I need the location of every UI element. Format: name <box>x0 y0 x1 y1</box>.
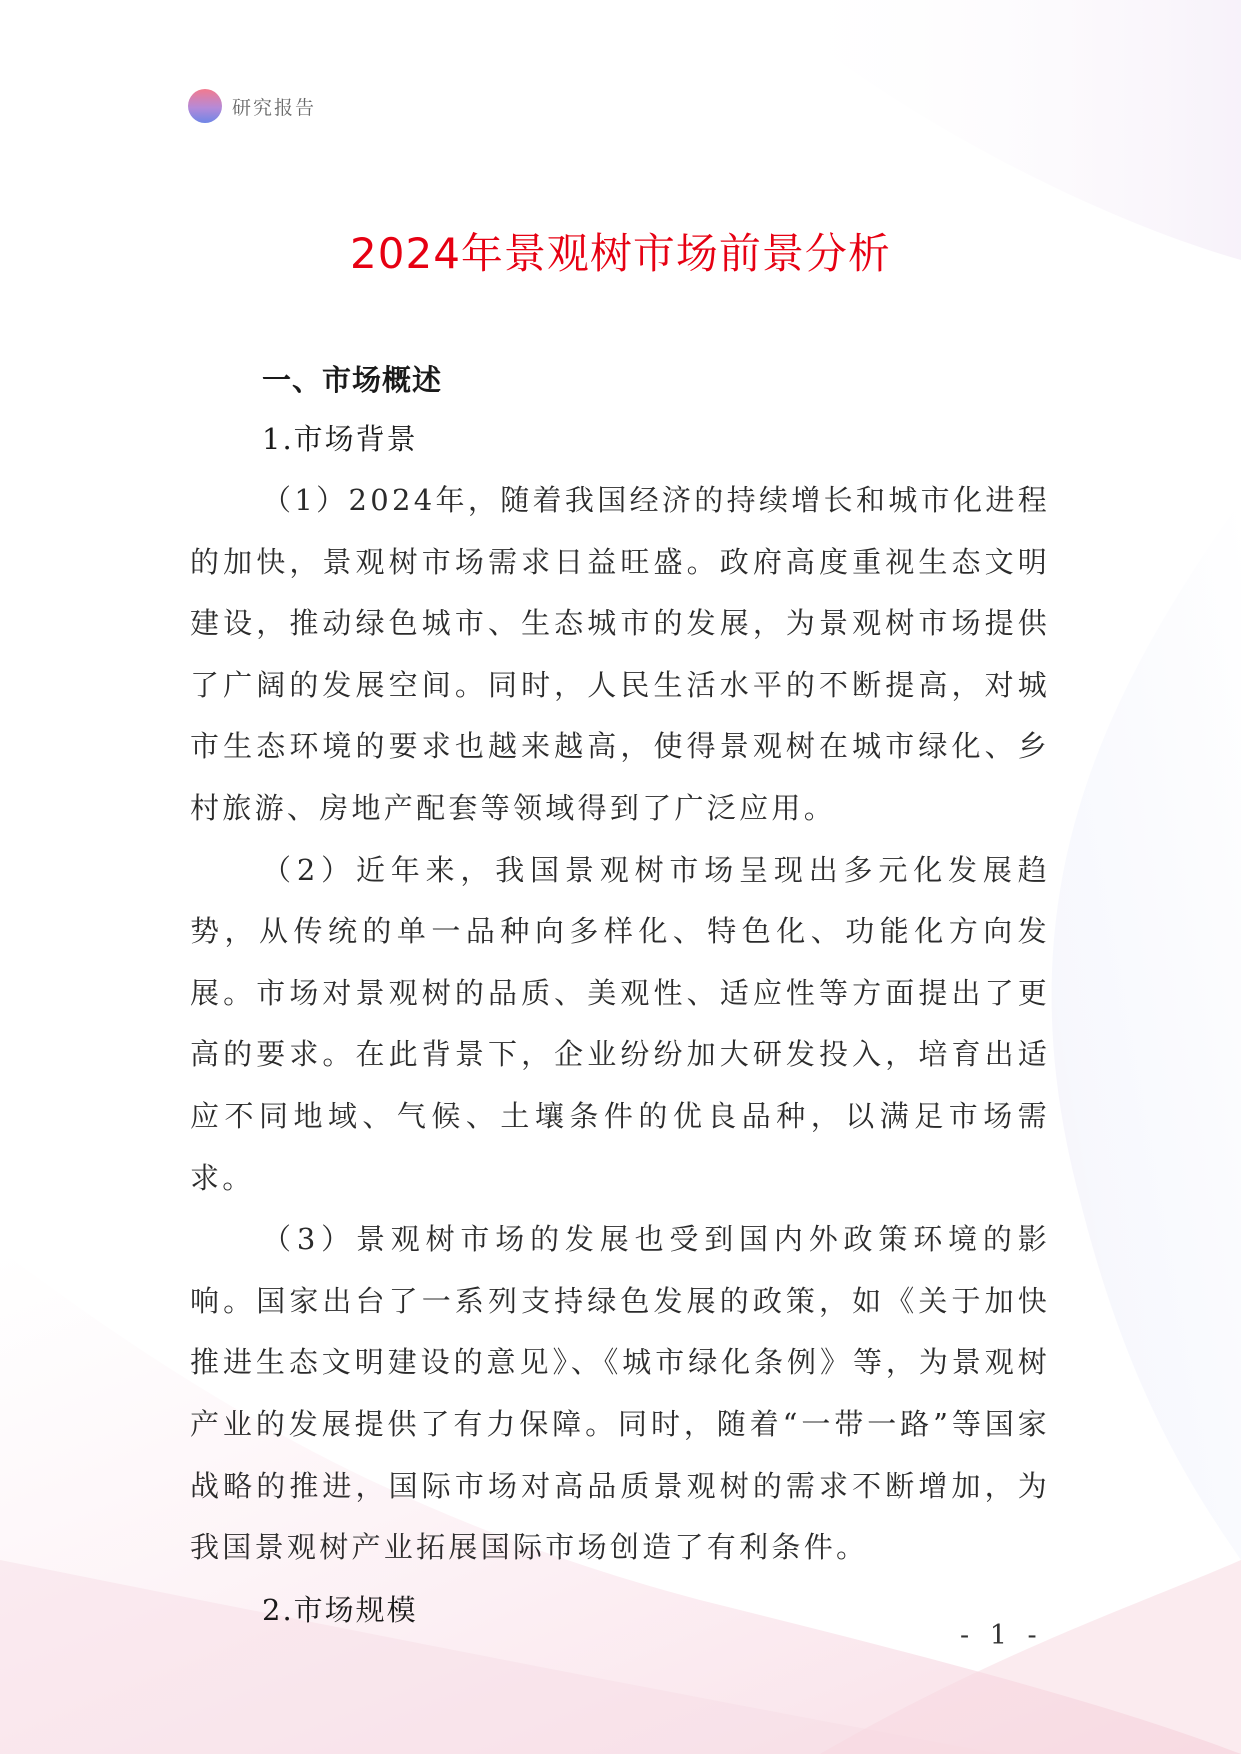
document-title: 2024年景观树市场前景分析 <box>350 229 891 278</box>
gradient-circle-logo-icon <box>188 89 222 123</box>
document-body <box>190 352 1050 1641</box>
subsection-title-market-size: 2.市场规模 <box>262 1592 418 1627</box>
report-type-label: 研究报告 <box>232 96 317 119</box>
subsection-title-market-background: 1.市场背景 <box>262 422 418 456</box>
paragraph-1: （1）2024年，随着我国经济的持续增长和城市化进程的加快，景观树市场需求日益旺盛。政府高度重视生态文明建设，推动绿色城市、生态城市的发展，为景观树市场提供了广阔的发展空间。同时，人民生活水平的不断提高，对城市生态环境的要求也越来越高，使得景观树在城市绿化、乡村旅游、房地产配套等领域得到了广泛应用。 <box>190 483 1050 825</box>
page-number: - 1 - <box>960 1620 1043 1651</box>
section-heading-market-overview: 一、市场概述 <box>262 363 443 397</box>
paragraph-2: （2）近年来，我国景观树市场呈现出多元化发展趋势，从传统的单一品种向多样化、特色化、功能化方向发展。市场对景观树的品质、美观性、适应性等方面提出了更高的要求。在此背景下，企业纷纷加大研发投入，培育出适应不同地域、气候、土壤条件的优良品种，以满足市场需求。 <box>190 852 1050 1195</box>
report-header <box>188 89 316 123</box>
paragraph-3: （3）景观树市场的发展也受到国内外政策环境的影响。国家出台了一系列支持绿色发展的政策，如《关于加快推进生态文明建设的意见》、《城市绿化条例》等，为景观树产业的发展提供了有力保障。同时，随着“一带一路”等国家战略的推进，国际市场对高品质景观树的需求不断增加，为我国景观树产业拓展国际市场创造了有利条件。 <box>190 1222 1050 1565</box>
